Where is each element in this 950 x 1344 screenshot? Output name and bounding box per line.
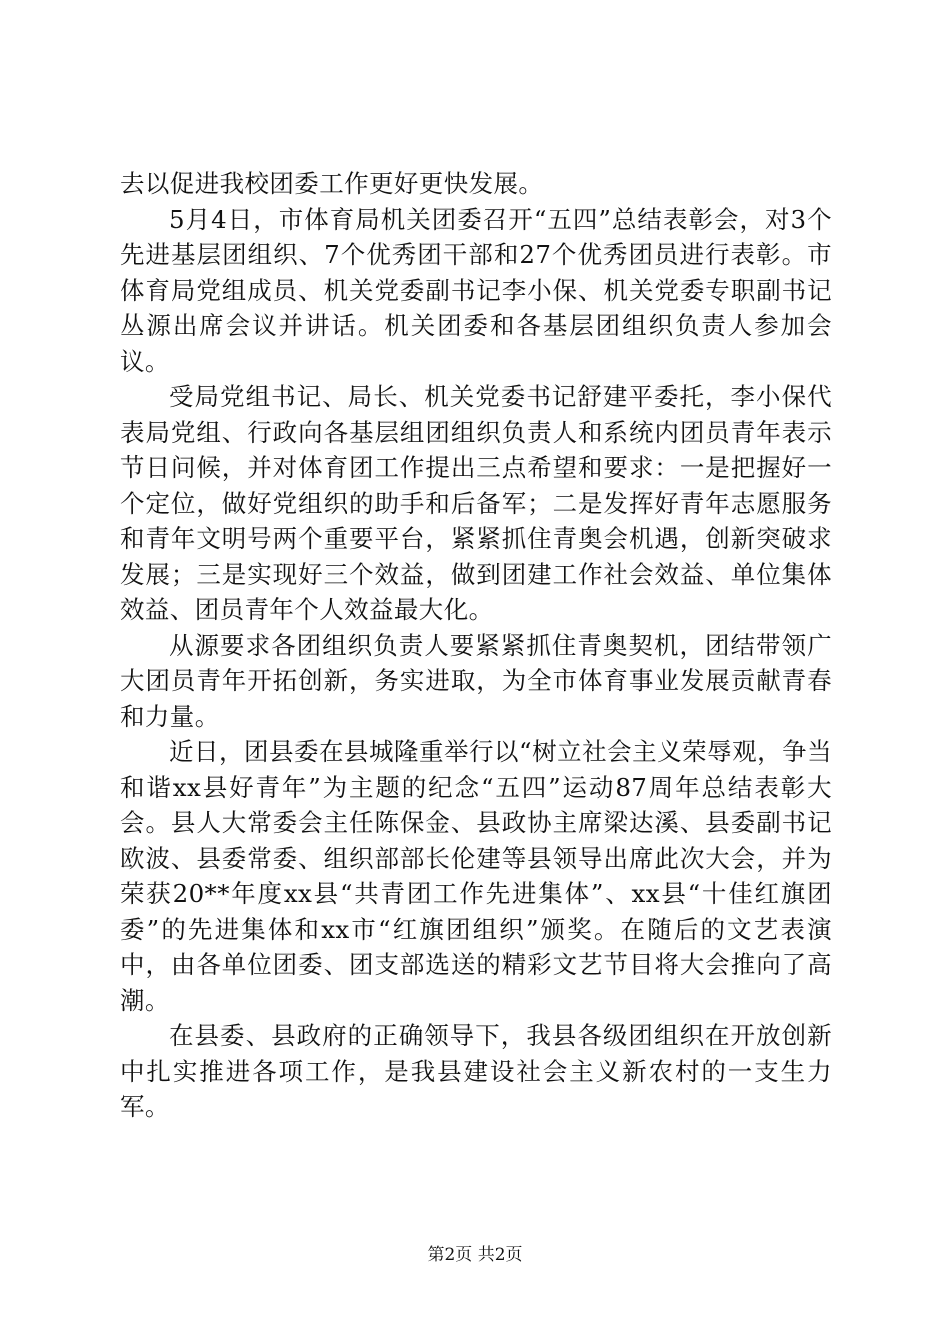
paragraph: 5月4日，市体育局机关团委召开“五四”总结表彰会，对3个先进基层团组织、7个优秀团干部和27个优秀团员进行表彰。市体育局党组成员、机关党委副书记李小保、机关党委专职副书记丛源出席会议并讲话。机关团委和各基层团组织负责人参加会议。 (120, 204, 832, 376)
document-body (120, 166, 832, 1125)
page-footer: 第2页 共2页 (427, 1245, 523, 1265)
paragraph: 从源要求各团组织负责人要紧紧抓住青奥契机，团结带领广大团员青年开拓创新，务实进取，为全市体育事业发展贡献青春和力量。 (120, 630, 832, 731)
paragraph: 在县委、县政府的正确领导下，我县各级团组织在开放创新中扎实推进各项工作，是我县建设社会主义新农村的一支生力军。 (120, 1021, 832, 1121)
paragraph: 受局党组书记、局长、机关党委书记舒建平委托，李小保代表局党组、行政向各基层组团组织负责人和系统内团员青年表示节日问候，并对体育团工作提出三点希望和要求：一是把握好一个定位，做好党组织的助手和后备军；二是发挥好青年志愿服务和青年文明号两个重要平台，紧紧抓住青奥会机遇，创新突破求发展；三是实现好三个效益，做到团建工作社会效益、单位集体效益、团员青年个人效益最大化。 (120, 382, 832, 624)
paragraph-continuation: 去以促进我校团委工作更好更快发展。 (120, 169, 544, 198)
paragraph: 近日，团县委在县城隆重举行以“树立社会主义荣辱观，争当和谐xx县好青年”为主题的纪念“五四”运动87周年总结表彰大会。县人大常委会主任陈保金、县政协主席梁达溪、县委副书记欧波、县委常委、组织部部长伦建等县领导出席此次大会，并为荣获20**年度xx县“共青团工作先进集体”、xx县“十佳红旗团委”的先进集体和xx市“红旗团组织”颁奖。在随后的文艺表演中，由各单位团委、团支部选送的精彩文艺节目将大会推向了高潮。 (120, 737, 832, 1015)
